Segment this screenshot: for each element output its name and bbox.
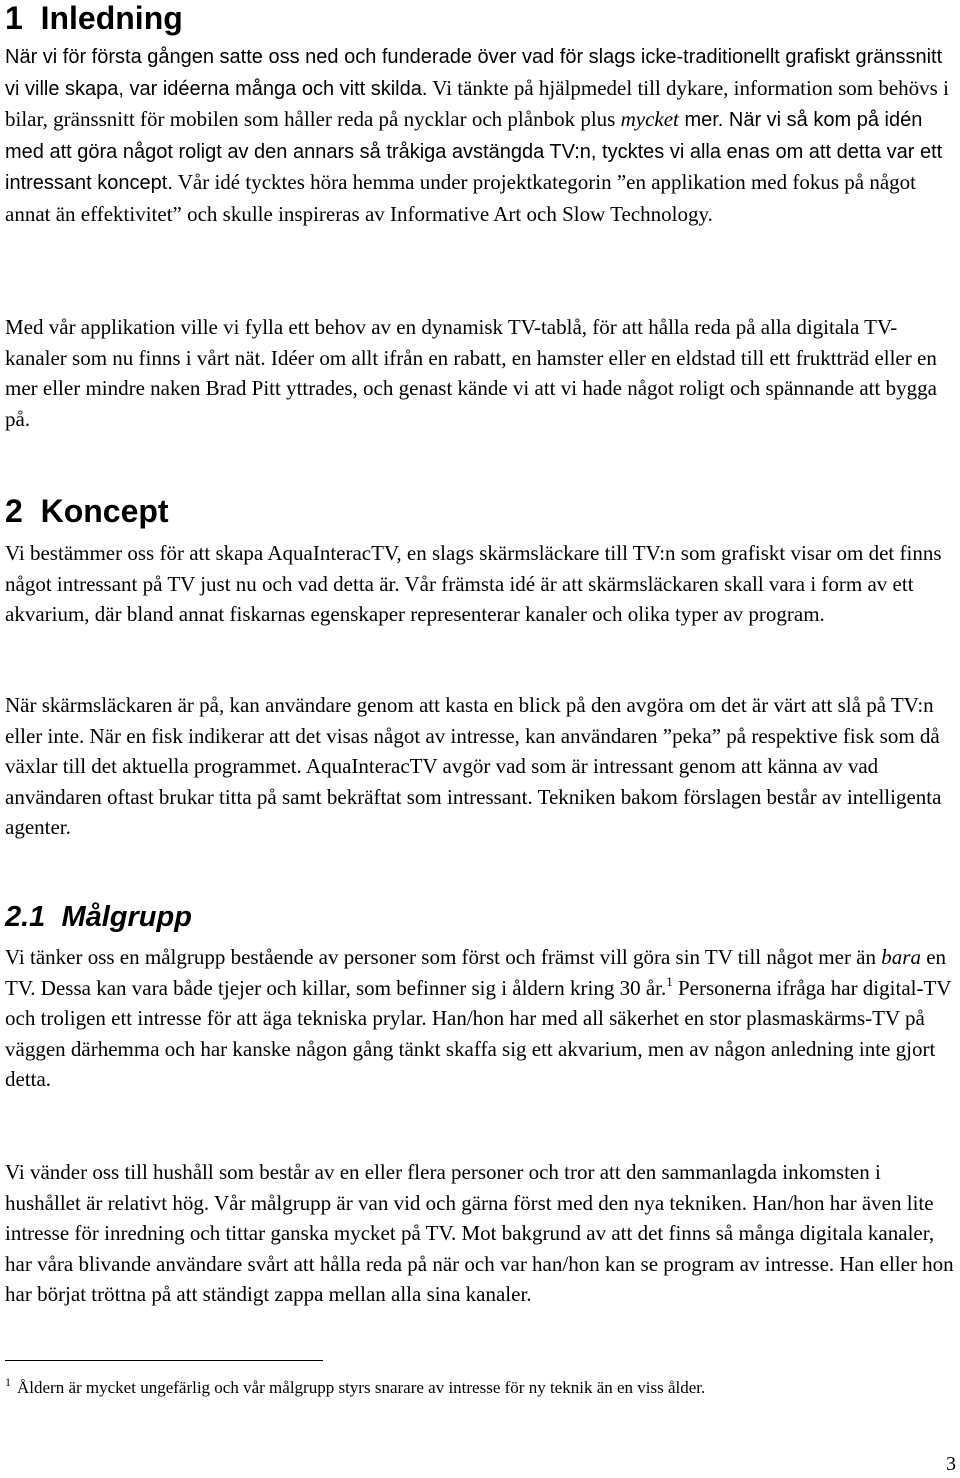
paragraph-inledning-1: När vi för första gången satte oss ned och funderade över vad för slags icke-traditionellt grafiskt gränssnitt vi ville skapa, var idéerna många och vitt skilda. Vi tänkte på hjälpmedel till dykare, information som behövs i bilar, gränssnitt för mobilen som håller reda på nycklar och plånbok plus mycket mer. När vi så kom på idén med att göra något roligt av den annars så tråkiga avstängda TV:n, tycktes vi alla enas om att detta var ett intressant koncept. Vår idé tycktes höra hemma under projektkategorin ”en applikation med fokus på något annat än effektivitet” och skulle inspireras av Informative Art och Slow Technology.	[5, 46, 949, 226]
paragraph-malgrupp-1: Vi tänker oss en målgrupp bestående av personer som först och främst vill göra sin TV till något mer än bara en TV. Dessa kan vara både tjejer och killar, som befinner sig i åldern kring 30 år.$^1$ Personerna ifråga har digital-TV och troligen ett intresse för att äga tekniska prylar. Han/hon har med all säkerhet en stor plasmaskärms-TV på väggen därhemma och har kanske någon gång tänkt skaffa sig ett akvarium, men av någon anledning inte gjort detta.	[5, 945, 952, 1092]
paragraph-koncept-1: Vi bestämmer oss för att skapa AquaInteracTV, en slags skärmsläckare till TV:n som grafiskt visar om det finns något intressant på TV just nu och vad detta är. Vår främsta idé är att skärmsläckaren skall vara i form av ett akvarium, där bland annat fiskarnas egenskaper representerar kanaler och olika typer av program.	[5, 541, 942, 627]
heading-koncept: 2 Koncept	[5, 493, 169, 529]
footnote-marker: 1	[5, 1375, 11, 1389]
paragraph-malgrupp-2: Vi vänder oss till hushåll som består av en eller flera personer och tror att den sammanlagda inkomsten i hushållet är relativt hög. Vår målgrupp är van vid och gärna först med den nya tekniken. Han/hon har även lite intresse för inredning och tittar ganska mycket på TV. Mot bakgrund av att det finns så många digitala kanaler, har våra blivande användare svårt att hålla reda på när och var han/hon kan se program av intresse. Han eller hon har börjat tröttna på att ständigt zappa mellan alla sina kanaler.	[5, 1160, 954, 1307]
footnote-text: Åldern är mycket ungefärlig och vår målgrupp styrs snarare av intresse för ny teknik än en viss ålder.	[17, 1378, 706, 1397]
footnote	[5, 1377, 705, 1399]
heading-inledning: 1 Inledning	[5, 0, 183, 36]
heading-malgrupp: 2.1 Målgrupp	[5, 901, 192, 933]
paragraph-inledning-2: Med vår applikation ville vi fylla ett behov av en dynamisk TV-tablå, för att hålla reda på alla digitala TV-kanaler som nu finns i vårt nät. Idéer om allt ifrån en rabatt, en hamster eller en eldstad till ett fruktträd eller en mer eller mindre naken Brad Pitt yttrades, och genast kände vi att vi hade något roligt och spännande att bygga på.	[5, 315, 937, 431]
footnote-reference: 1	[666, 973, 673, 989]
page-number: 3	[946, 1453, 956, 1475]
footnote-divider	[5, 1360, 323, 1361]
paragraph-koncept-2: När skärmsläckaren är på, kan användare genom att kasta en blick på den avgöra om det är värt att slå på TV:n eller inte. När en fisk indikerar att det visas något av intresse, kan användaren ”peka” på respektive fisk som då växlar till det aktuella programmet. AquaInteracTV avgör vad som är intressant genom att känna av vad användaren oftast brukar titta på samt bekräftat som intressant. Tekniken bakom förslagen består av intelligenta agenter.	[5, 693, 942, 840]
